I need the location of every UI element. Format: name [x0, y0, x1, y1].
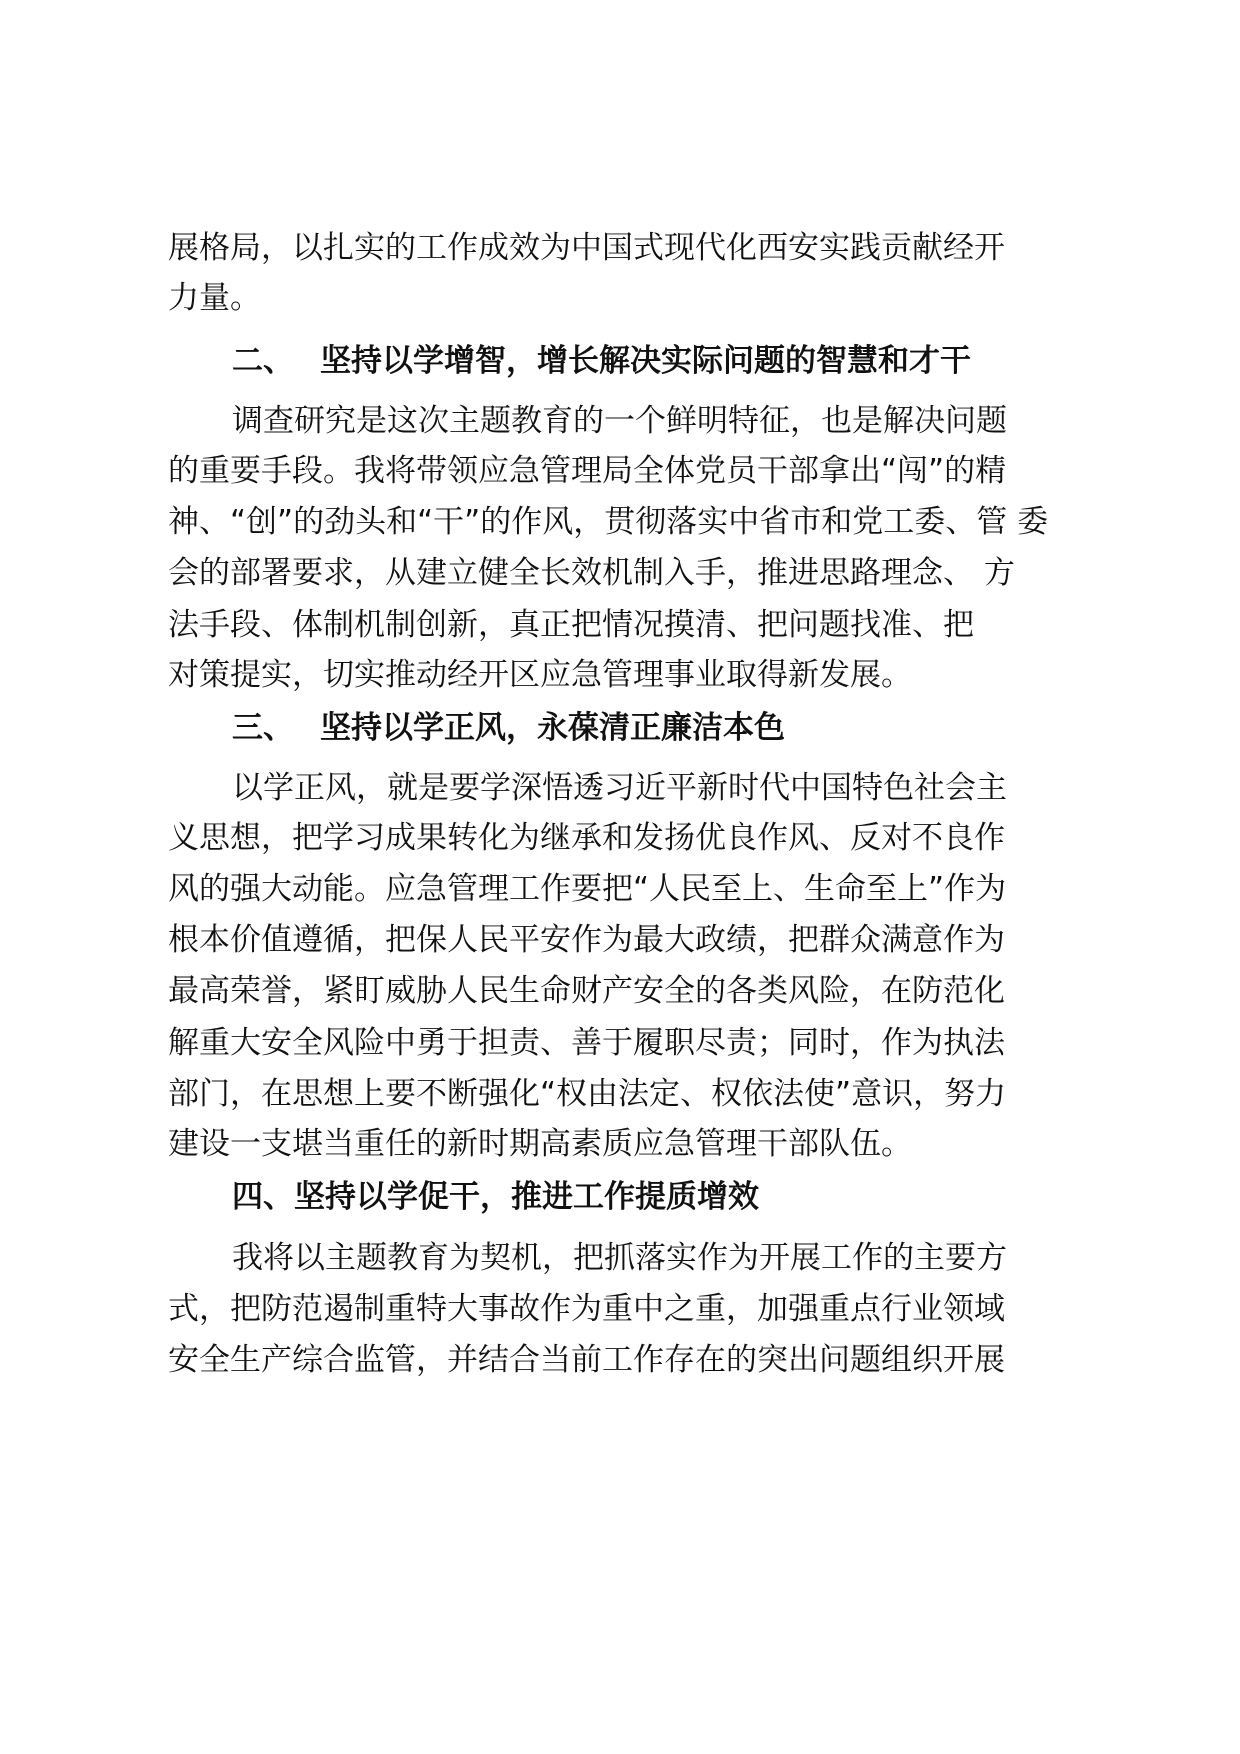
paragraph-line: 风的强大动能。应急管理工作要把“人民至上、生命至上”作为 [168, 871, 1007, 907]
paragraph-line: 部门，在思想上要不断强化“权由法定、权依法使”意识，努力 [168, 1076, 1007, 1112]
section-title: 坚持以学正风，永葆清正廉洁本色 [320, 710, 785, 746]
paragraph-line: 以学正风，就是要学深悟透习近平新时代中国特色社会主 [232, 770, 1007, 806]
paragraph-line: 法手段、体制机制创新，真正把情况摸清、把问题找准、把 [168, 607, 974, 643]
paragraph-line: 我将以主题教育为契机，把抓落实作为开展工作的主要方 [232, 1240, 1007, 1276]
paragraph-line: 解重大安全风险中勇于担责、善于履职尽责；同时，作为执法 [168, 1025, 1005, 1061]
section-title: 坚持以学增智，增长解决实际问题的智慧和才干 [320, 343, 971, 379]
paragraph-line: 会的部署要求，从建立健全长效机制入手，推进思路理念、 方 [168, 555, 1015, 591]
paragraph-line: 根本价值遵循，把保人民平安作为最大政绩，把群众满意作为 [168, 922, 1005, 958]
paragraph-line: 展格局，以扎实的工作成效为中国式现代化西安实践贡献经开 [168, 230, 1005, 266]
section-heading-3 [232, 708, 785, 748]
paragraph-line: 调查研究是这次主题教育的一个鲜明特征，也是解决问题 [232, 403, 1007, 439]
paragraph-line: 最高荣誉，紧盯威胁人民生命财产安全的各类风险，在防范化 [168, 973, 1005, 1009]
paragraph-line: 安全生产综合监管，并结合当前工作存在的突出问题组织开展 [168, 1342, 1005, 1378]
section-heading-4: 四、坚持以学促干，推进工作提质增效 [232, 1179, 759, 1215]
paragraph-line: 建设一支堪当重任的新时期高素质应急管理干部队伍。 [168, 1126, 912, 1162]
paragraph-line: 对策提实，切实推动经开区应急管理事业取得新发展。 [168, 657, 912, 693]
paragraph-line: 神、“创”的劲头和“干”的作风，贯彻落实中省市和党工委、管 委 [168, 504, 1049, 540]
paragraph-line: 义思想，把学习成果转化为继承和发扬优良作风、反对不良作 [168, 820, 1005, 856]
paragraph-line: 式，把防范遏制重特大事故作为重中之重，加强重点行业领域 [168, 1291, 1005, 1327]
paragraph-line: 的重要手段。我将带领应急管理局全体党员干部拿出“闯”的精 [168, 453, 1007, 489]
section-heading-2 [232, 341, 971, 381]
section-number: 二、 [232, 343, 294, 379]
section-number: 三、 [232, 710, 294, 746]
paragraph-line: 力量。 [168, 280, 261, 316]
